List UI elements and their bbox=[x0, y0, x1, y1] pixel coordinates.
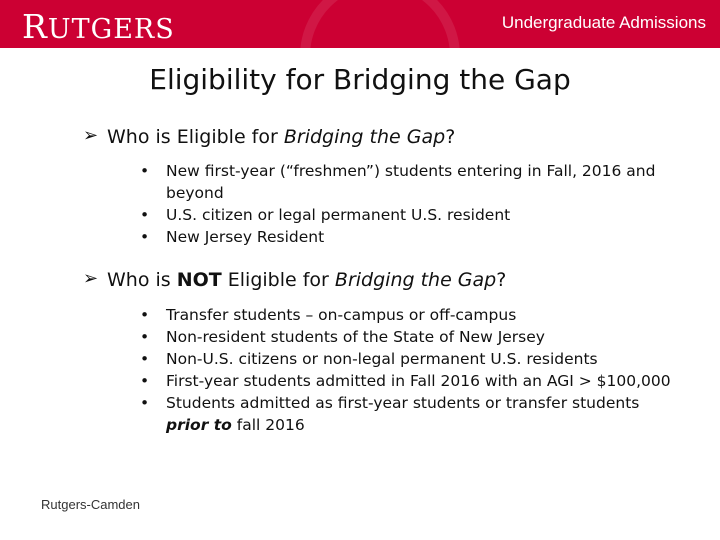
list-item: • First-year students admitted in Fall 2016 with an AGI > $100,000 bbox=[140, 372, 671, 390]
header-title: Undergraduate Admissions bbox=[501, 13, 706, 32]
list-item: • Non-U.S. citizens or non-legal permanent U.S. residents bbox=[140, 350, 598, 368]
not-eligible-heading: ➢ Who is NOT Eligible for Bridging the Gap? bbox=[83, 268, 507, 291]
list-item: • Transfer students – on-campus or off-campus bbox=[140, 306, 517, 324]
eligible-list bbox=[140, 160, 680, 248]
list-item: • U.S. citizen or legal permanent U.S. resident bbox=[140, 206, 511, 224]
rutgers-logo: RUTGERS bbox=[22, 7, 175, 46]
eligible-heading: ➢ Who is Eligible for Bridging the Gap? bbox=[83, 125, 456, 148]
arrow-bullet-icon: ➢ bbox=[83, 268, 99, 289]
header-bar bbox=[0, 0, 720, 48]
arrow-bullet-icon: ➢ bbox=[83, 125, 99, 146]
slide-title: Eligibility for Bridging the Gap bbox=[149, 63, 571, 96]
list-item: • New first-year (“freshmen”) students entering in Fall, 2016 and beyond bbox=[140, 162, 656, 202]
footer-label: Rutgers-Camden bbox=[41, 497, 140, 512]
not-eligible-items bbox=[140, 282, 680, 304]
not-eligible-bullets bbox=[140, 304, 680, 436]
list-item: • Non-resident students of the State of New Jersey bbox=[140, 328, 545, 346]
list-item: • Students admitted as first-year students or transfer students prior to fall 2016 bbox=[140, 394, 640, 434]
list-item: • New Jersey Resident bbox=[140, 228, 325, 246]
spacer-row bbox=[140, 282, 680, 304]
seal-watermark bbox=[300, 0, 460, 48]
